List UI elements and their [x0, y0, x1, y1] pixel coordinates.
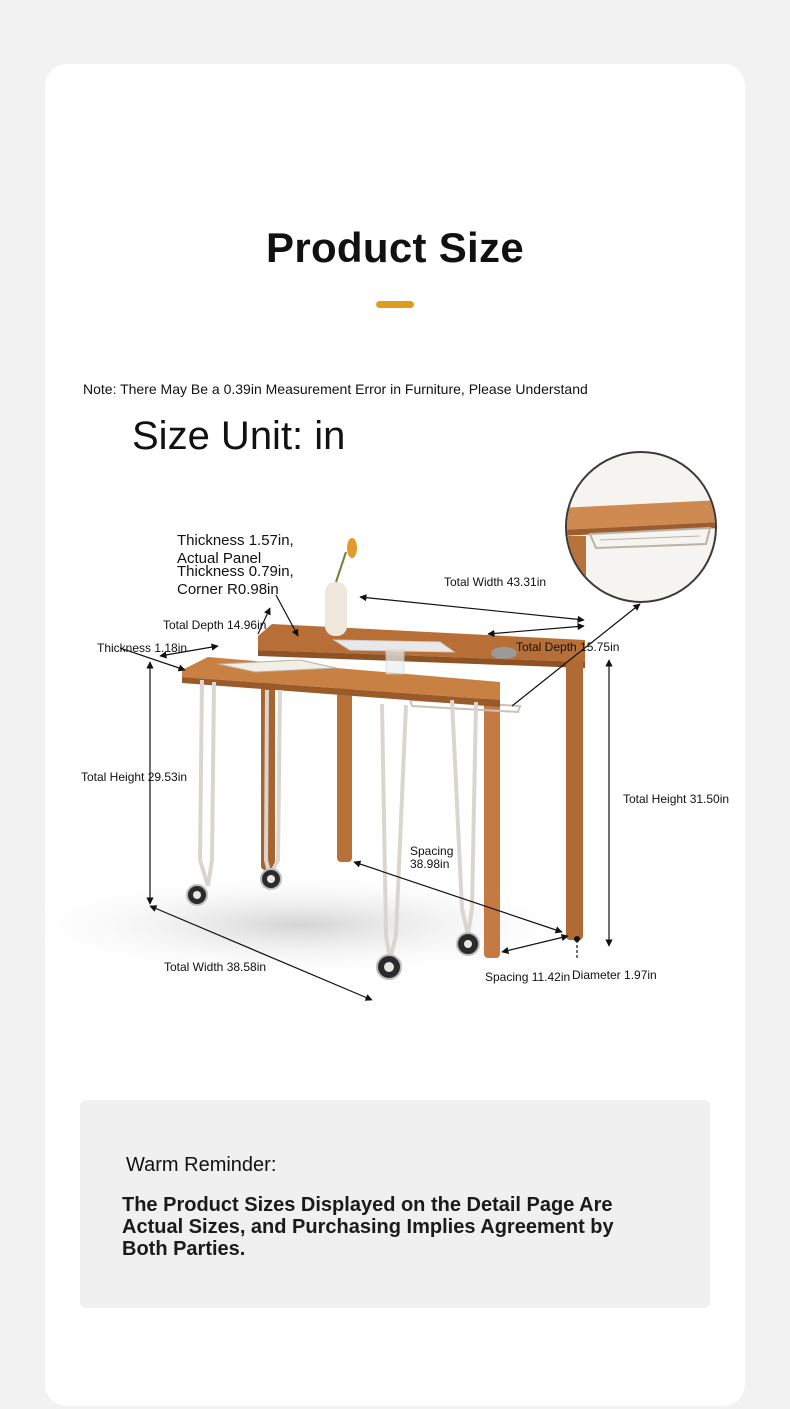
- reminder-title: Warm Reminder:: [126, 1154, 277, 1176]
- thickness-left-label: Thickness 1.18in: [97, 641, 188, 655]
- measurement-note: Note: There May Be a 0.39in Measurement Error in Furniture, Please Understand: [83, 381, 588, 397]
- total-width-top-label: Total Width 43.31in: [444, 575, 547, 589]
- panel-thickness-label: Thickness 0.79in,: [177, 563, 294, 580]
- total-height-left-label: Total Height 29.53in: [81, 770, 188, 784]
- total-height-right-label: Total Height 31.50in: [623, 792, 730, 806]
- title-accent-bar: [376, 301, 414, 308]
- cable-tray-zoom-detail: [560, 452, 720, 616]
- spacing-value-label: 38.98in: [410, 857, 450, 871]
- page-title: Product Size: [266, 224, 524, 271]
- product-dimension-illustration: [40, 440, 760, 1040]
- flower-illustration: [347, 538, 357, 558]
- floor-shadow: [40, 870, 600, 980]
- spacing-small-label: Spacing 11.42in: [485, 970, 571, 984]
- spacing-label: Spacing: [410, 844, 454, 858]
- diameter-label: Diameter 1.97in: [572, 968, 657, 982]
- total-width-bottom-label: Total Width 38.58in: [164, 960, 267, 974]
- corner-radius-label: Corner R0.98in: [177, 581, 279, 598]
- actual-panel-label: Actual Panel: [177, 550, 262, 567]
- size-unit-heading: Size Unit: in: [132, 414, 346, 458]
- total-depth-right-label: Total Depth 15.75in: [516, 640, 620, 654]
- thickness-main-label: Thickness 1.57in,: [177, 532, 294, 549]
- total-depth-left-label: Total Depth 14.96in: [163, 618, 267, 632]
- vase-illustration: [325, 582, 347, 636]
- reminder-body: The Product Sizes Displayed on the Detail Page Are Actual Sizes, and Purchasing Implies Agreement by Both Parties.: [122, 1194, 614, 1260]
